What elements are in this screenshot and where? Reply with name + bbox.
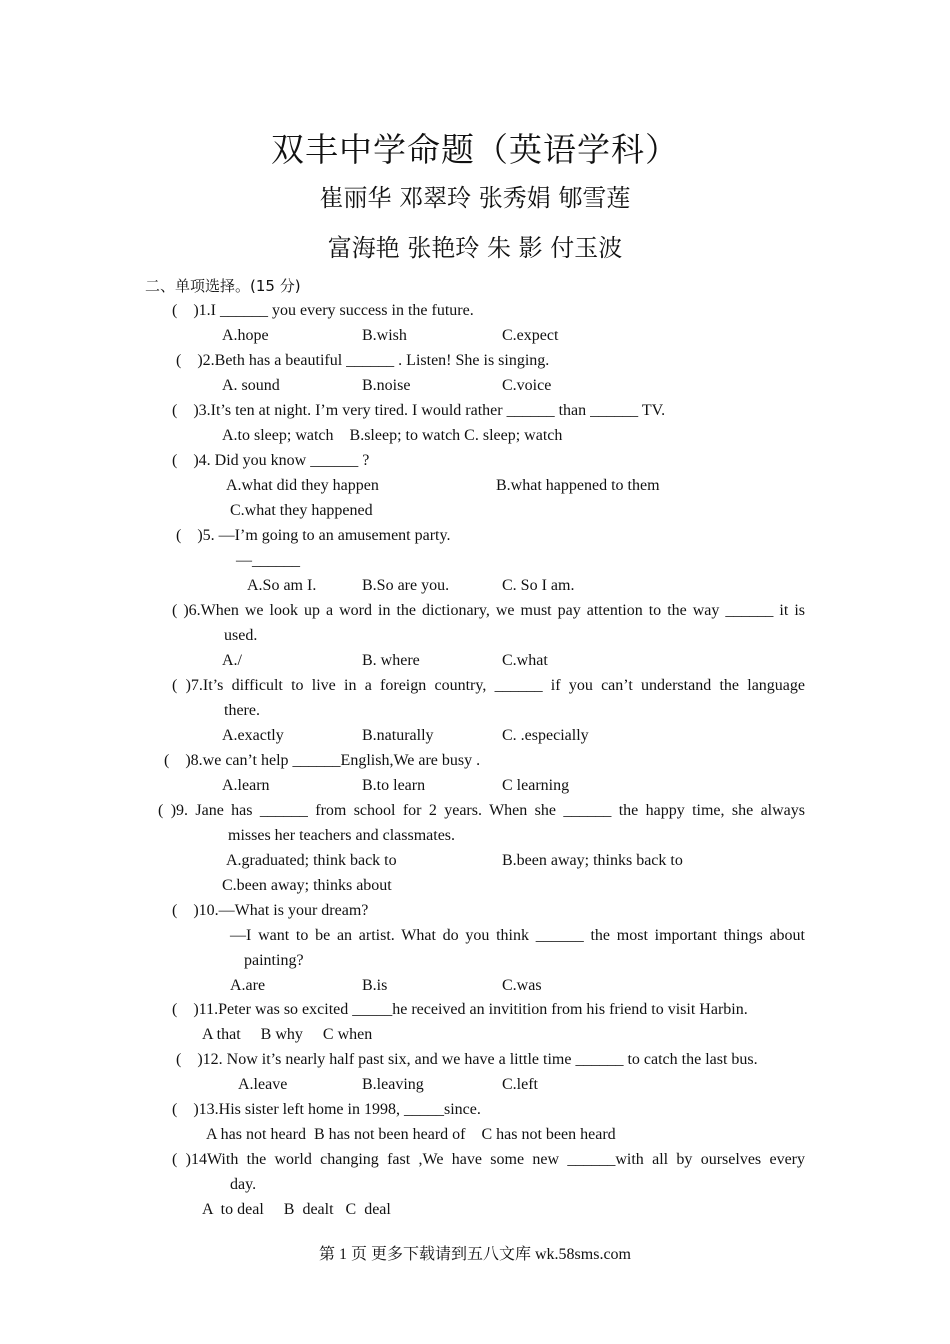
question-12-stem: ( )12. Now it’s nearly half past six, and we have a little time ______ to catch the last bus.	[176, 1051, 758, 1068]
question-14-options: A to deal B dealt C deal	[202, 1201, 391, 1218]
question-4-option-a: A.what did they happen	[226, 477, 379, 494]
question-4-stem: ( )4. Did you know ______ ?	[172, 452, 370, 469]
question-10-stem: ( )10.—What is your dream?	[172, 902, 369, 919]
question-13-options: A has not heard B has not been heard of C has not been heard	[206, 1126, 616, 1143]
question-2-stem: ( )2.Beth has a beautiful ______ . Listen! She is singing.	[176, 352, 550, 369]
question-9-stem: ( )9. Jane has ______ from school for 2 years. When she ______ the happy time, she always	[158, 802, 805, 819]
question-14-stem-cont: day.	[230, 1176, 257, 1193]
question-3-stem: ( )3.It’s ten at night. I’m very tired. I would rather ______ than ______ TV.	[172, 402, 666, 419]
question-4-option-c: C.what they happened	[230, 502, 373, 519]
question-1-option-a: A.hope	[222, 327, 269, 344]
question-6-option-a: A./	[222, 652, 242, 669]
question-13-stem: ( )13.His sister left home in 1998, _____since.	[172, 1101, 481, 1118]
question-12-option-a: A.leave	[238, 1076, 288, 1093]
question-10-option-a: A.are	[230, 977, 266, 994]
question-5-option-c: C. So I am.	[502, 577, 575, 594]
question-14-stem: ( )14With the world changing fast ,We have some new ______with all by ourselves every	[172, 1151, 805, 1168]
question-7-option-c: C. .especially	[502, 727, 589, 744]
question-7-stem: ( )7.It’s difficult to live in a foreign country, ______ if you can’t understand the language	[172, 677, 805, 694]
question-9-option-a: A.graduated; think back to	[226, 852, 397, 869]
question-7-option-a: A.exactly	[222, 727, 284, 744]
authors-line-1: 崔丽华 邓翠玲 张秀娟 郇雪莲	[319, 184, 631, 212]
question-10-response-cont: painting?	[244, 952, 304, 969]
question-5-option-a: A.So am I.	[247, 577, 317, 594]
question-8-stem: ( )8.we can’t help ______English,We are busy .	[164, 752, 481, 769]
question-6-stem: ( )6.When we look up a word in the dictionary, we must pay attention to the way ______ it is	[172, 602, 805, 619]
question-7-stem-cont: there.	[224, 702, 260, 719]
question-1-option-c: C.expect	[502, 327, 559, 344]
question-10-option-b: B.is	[362, 977, 388, 994]
question-9-stem-cont: misses her teachers and classmates.	[228, 827, 456, 844]
question-6-stem-cont: used.	[224, 627, 258, 644]
question-2-option-c: C.voice	[502, 377, 552, 394]
question-12-option-c: C.left	[502, 1076, 538, 1093]
question-10-response: —I want to be an artist. What do you think ______ the most important things about	[230, 927, 805, 944]
authors-line-2: 富海艳 张艳玲 朱 影 付玉波	[327, 234, 623, 262]
question-9-option-c: C.been away; thinks about	[222, 877, 392, 894]
question-2-option-b: B.noise	[362, 377, 411, 394]
question-9-option-b: B.been away; thinks back to	[502, 852, 683, 869]
question-11-stem: ( )11.Peter was so excited _____he received an invitition from his friend to visit Harbin.	[172, 1001, 748, 1018]
page-title: 双丰中学命题（英语学科）	[271, 130, 679, 169]
question-1-option-b: B.wish	[362, 327, 407, 344]
question-11-options: A that B why C when	[202, 1026, 373, 1043]
section-heading: 二、单项选择。(15 分)	[145, 277, 301, 295]
question-5-response: —______	[236, 552, 300, 569]
question-3-options: A.to sleep; watch B.sleep; to watch C. sleep; watch	[222, 427, 563, 444]
question-8-option-b: B.to learn	[362, 777, 426, 794]
question-2-option-a: A. sound	[222, 377, 280, 394]
page-footer: 第 1 页 更多下载请到五八文库 wk.58sms.com	[318, 1246, 631, 1263]
question-8-option-a: A.learn	[222, 777, 270, 794]
question-5-option-b: B.So are you.	[362, 577, 450, 594]
question-5-stem: ( )5. —I’m going to an amusement party.	[176, 527, 451, 544]
question-6-option-b: B. where	[362, 652, 420, 669]
question-7-option-b: B.naturally	[362, 727, 434, 744]
question-6-option-c: C.what	[502, 652, 548, 669]
question-10-option-c: C.was	[502, 977, 542, 994]
question-12-option-b: B.leaving	[362, 1076, 424, 1093]
question-4-option-b: B.what happened to them	[496, 477, 660, 494]
question-1-stem: ( )1.I ______ you every success in the future.	[172, 302, 474, 319]
question-8-option-c: C learning	[502, 777, 570, 794]
